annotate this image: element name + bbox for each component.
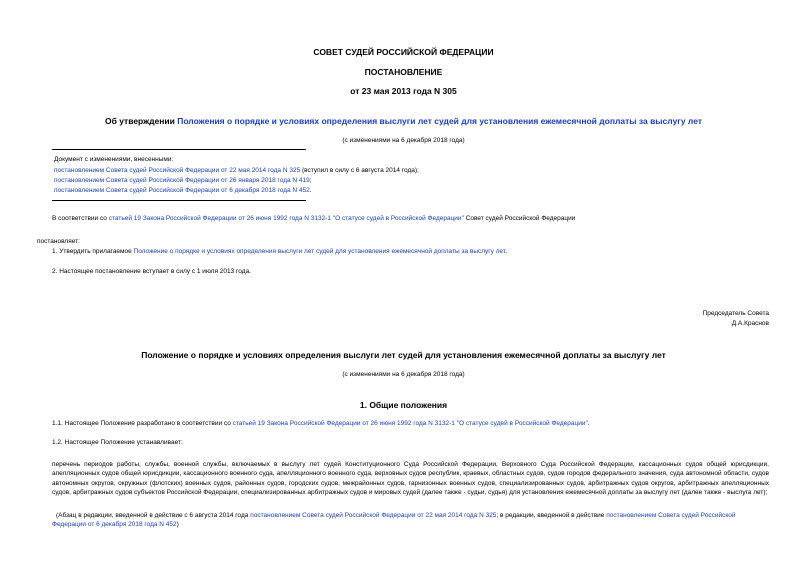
amendments-top-rule: [52, 149, 306, 150]
amendments-intro: Документ с изменениями, внесенными:: [54, 156, 174, 163]
amendment-line-3: [54, 187, 312, 194]
amendments-bottom-rule: [52, 200, 306, 201]
periods-list-paragraph: [52, 460, 769, 497]
note-link-1[interactable]: постановлением Совета судей Российской Федерации от 22 мая 2014 года N 325: [250, 512, 497, 519]
periods-list-text: перечень периодов работы, службы, военной службы, включаемых в выслугу лет судей Конституционного Суда Российской Федерации, Верховного Суда Российской Федерации, кассационных судов общей юрисдикции, апелляционных судов общей юрисдикции, кассационного военного суда, апелляционного военного суда, верховных судов республик, краевых, областных судов, судов городов федерального значения, суда автономной области, судов автономных округов, окружных (флотских) военных судов, районных судов, городских судов, межрайонных судов, гарнизонных военных судов, специализированных судов, арбитражных судов округов, арбитражных апелляционных судов, арбитражных судов субъектов Российской Федерации, специализированных арбитражных судов и мировых судей (далее также - судьи, судья) для установления ежемесячной доплаты за выслугу лет (далее также - выслуга лет);: [52, 461, 769, 496]
doc-title: [0, 116, 807, 126]
note-mid: ; в редакции, введенной в действие: [496, 512, 607, 519]
amendment-link-2[interactable]: постановлением Совета судей Российской Федерации от 26 января 2018 года N 419: [54, 177, 310, 184]
item-1: [52, 248, 507, 255]
note-prefix: (Абзац в редакции, введенной в действие с 6 августа 2014 года: [56, 512, 251, 519]
amendment-tail-3: .: [309, 187, 312, 194]
p11-prefix: 1.1. Настоящее Положение разработано в соответствии со: [52, 420, 233, 427]
amendment-link-3[interactable]: постановлением Совета судей Российской Федерации от 6 декабря 2018 года N 452: [54, 187, 310, 194]
paragraph-1-1: [52, 420, 590, 427]
basis-prefix: В соответствии со: [52, 215, 109, 222]
signature-role: Председатель Совета: [702, 310, 769, 317]
item-1-prefix: 1. Утвердить прилагаемое: [52, 248, 134, 255]
law-article-link[interactable]: статьей 19 Закона Российской Федерации от 26 июня 1992 года N 3132-1 "О статусе судей в Российской Федерации": [108, 215, 464, 222]
item-2: 2. Настоящее постановление вступает в силу с 1 июля 2013 года.: [52, 268, 251, 275]
doc-changes-note: (с изменениями на 6 декабря 2018 года): [342, 137, 465, 144]
note-link-2[interactable]: постановлением Совета судей Российской Федерации от 6 декабря 2018 года N 452: [52, 512, 736, 529]
amendment-tail-2: ;: [309, 177, 312, 184]
doc-title-prefix: Об утверждении: [104, 116, 178, 126]
p11-tail: .: [587, 420, 590, 427]
item-1-tail: .: [505, 248, 507, 255]
paragraph-1-2: 1.2. Настоящее Положение устанавливает:: [52, 439, 183, 446]
doc-date-number: от 23 мая 2013 года N 305: [350, 86, 457, 96]
regulation-title: Положение о порядке и условиях определения выслуги лет судей для установления ежемесячной доплаты за выслугу лет: [141, 350, 666, 360]
regulation-changes-note: (с изменениями на 6 декабря 2018 года): [342, 371, 465, 378]
section-1-title: 1. Общие положения: [359, 400, 448, 410]
resolves-text: постановляет:: [37, 238, 80, 245]
edition-note: [52, 511, 769, 530]
item-1-regulation-link[interactable]: Положение о порядке и условиях определения выслуги лет судей для установления ежемесячной доплаты за выслугу лет: [133, 248, 506, 255]
basis-paragraph: [52, 215, 575, 222]
basis-tail: Совет судей Российской Федерации: [463, 215, 576, 222]
p11-law-link[interactable]: статьей 19 Закона Российской Федерации от 26 июня 1992 года N 3132-1 "О статусе судей в Российской Федерации": [232, 420, 588, 427]
signature-name: Д.А.Краснов: [731, 320, 769, 327]
regulation-link[interactable]: Положения о порядке и условиях определения выслуги лет судей для установления ежемесячной доплаты за выслугу лет: [177, 116, 702, 126]
doc-type-heading: ПОСТАНОВЛЕНИЕ: [364, 67, 443, 77]
amendment-tail-1: (вступил в силу с 6 августа 2014 года);: [300, 167, 419, 174]
org-heading: СОВЕТ СУДЕЙ РОССИЙСКОЙ ФЕДЕРАЦИИ: [313, 47, 494, 57]
amendment-link-1[interactable]: постановлением Совета судей Российской Федерации от 22 мая 2014 года N 325: [54, 167, 301, 174]
amendment-line-1: [54, 167, 419, 174]
amendment-line-2: [54, 177, 312, 184]
note-tail: ): [176, 521, 179, 529]
